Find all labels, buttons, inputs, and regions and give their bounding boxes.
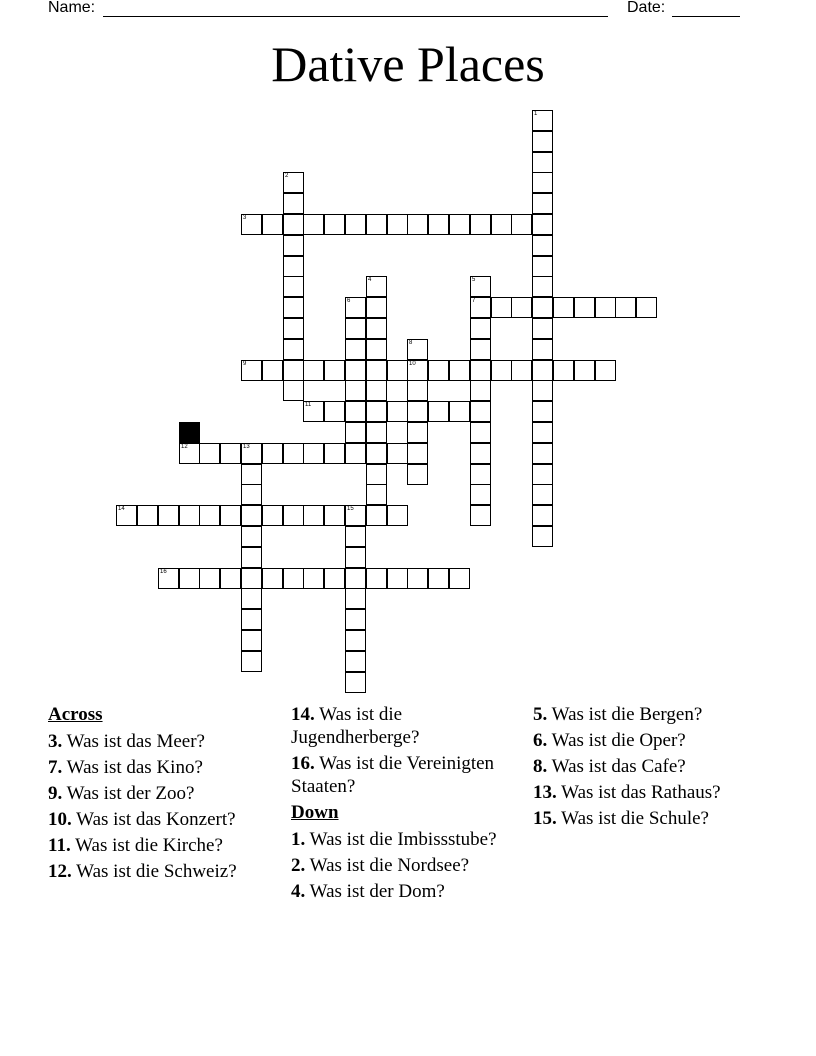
date-label: Date: xyxy=(627,0,666,16)
grid-cell[interactable] xyxy=(366,214,387,235)
grid-cell[interactable] xyxy=(283,505,304,526)
clue-down-4: 4. Was ist der Dom? xyxy=(291,881,445,902)
clue-number: 9 xyxy=(243,361,247,367)
grid-cell[interactable] xyxy=(449,360,470,381)
grid-cell[interactable] xyxy=(345,609,366,630)
grid-cell[interactable] xyxy=(532,422,553,443)
grid-cell[interactable] xyxy=(241,588,262,609)
grid-cell[interactable] xyxy=(324,505,345,526)
grid-cell[interactable] xyxy=(553,360,574,381)
grid-cell[interactable] xyxy=(283,443,304,464)
clue-number: 12 xyxy=(181,444,188,450)
grid-cell[interactable] xyxy=(532,401,553,422)
grid-cell[interactable] xyxy=(407,360,428,381)
grid-cell[interactable] xyxy=(428,401,449,422)
grid-cell[interactable] xyxy=(241,214,262,235)
grid-cell[interactable] xyxy=(345,339,366,360)
grid-cell[interactable] xyxy=(636,297,657,318)
grid-cell[interactable] xyxy=(283,256,304,277)
down-heading: Down xyxy=(291,802,339,823)
grid-cell[interactable] xyxy=(574,360,595,381)
clue-number: 2 xyxy=(285,173,289,179)
grid-cell[interactable] xyxy=(470,443,491,464)
grid-cell[interactable] xyxy=(262,568,283,589)
grid-cell[interactable] xyxy=(407,380,428,401)
clue-across-12: 12. Was ist die Schweiz? xyxy=(48,861,237,882)
grid-cell[interactable] xyxy=(366,318,387,339)
clue-down-1: 1. Was ist die Imbissstube? xyxy=(291,829,497,850)
grid-cell[interactable] xyxy=(303,360,324,381)
grid-cell[interactable] xyxy=(407,401,428,422)
grid-cell[interactable] xyxy=(262,214,283,235)
grid-cell[interactable] xyxy=(595,360,616,381)
grid-cell[interactable] xyxy=(345,318,366,339)
grid-cell[interactable] xyxy=(387,443,408,464)
grid-cell[interactable] xyxy=(345,214,366,235)
grid-cell[interactable] xyxy=(137,505,158,526)
grid-cell[interactable] xyxy=(511,360,532,381)
clue-number: 5 xyxy=(472,277,476,283)
grid-cell[interactable] xyxy=(407,422,428,443)
grid-cell[interactable] xyxy=(553,297,574,318)
grid-cell[interactable] xyxy=(345,443,366,464)
grid-cell[interactable] xyxy=(241,630,262,651)
clue-column-2 xyxy=(291,703,506,906)
grid-cell[interactable] xyxy=(491,360,512,381)
grid-cell[interactable] xyxy=(241,568,262,589)
clue-number: 4 xyxy=(368,277,372,283)
grid-cell[interactable] xyxy=(407,568,428,589)
clue-across-14: 14. Was ist die Jugendherberge? xyxy=(291,704,420,748)
grid-cell[interactable] xyxy=(470,339,491,360)
grid-cell[interactable] xyxy=(220,443,241,464)
grid-cell[interactable] xyxy=(241,651,262,672)
grid-cell[interactable] xyxy=(470,505,491,526)
grid-cell[interactable] xyxy=(470,276,491,297)
grid-cell[interactable] xyxy=(345,672,366,693)
grid-cell[interactable] xyxy=(283,172,304,193)
grid-cell[interactable] xyxy=(491,214,512,235)
grid-cell[interactable] xyxy=(324,568,345,589)
grid-cell[interactable] xyxy=(345,380,366,401)
grid-cell[interactable] xyxy=(387,505,408,526)
grid-cell[interactable] xyxy=(241,609,262,630)
clue-across-7: 7. Was ist das Kino? xyxy=(48,757,203,778)
clue-down-6: 6. Was ist die Oper? xyxy=(533,730,686,751)
grid-cell[interactable] xyxy=(532,360,553,381)
grid-cell[interactable] xyxy=(428,214,449,235)
page-title: Dative Places xyxy=(271,36,545,92)
grid-cell[interactable] xyxy=(262,360,283,381)
grid-cell[interactable] xyxy=(199,443,220,464)
clue-number: 14 xyxy=(118,506,125,512)
grid-cell[interactable] xyxy=(615,297,636,318)
grid-cell[interactable] xyxy=(366,380,387,401)
grid-cell[interactable] xyxy=(387,401,408,422)
grid-cell[interactable] xyxy=(449,214,470,235)
grid-cell[interactable] xyxy=(366,505,387,526)
clue-number: 11 xyxy=(305,402,312,408)
grid-cell[interactable] xyxy=(428,360,449,381)
grid-cell[interactable] xyxy=(324,401,345,422)
grid-cell[interactable] xyxy=(116,505,137,526)
grid-cell[interactable] xyxy=(283,193,304,214)
grid-cell[interactable] xyxy=(241,360,262,381)
grid-cell[interactable] xyxy=(595,297,616,318)
grid-cell[interactable] xyxy=(303,505,324,526)
grid-cell[interactable] xyxy=(158,505,179,526)
clue-down-13: 13. Was ist das Rathaus? xyxy=(533,782,721,803)
clue-across-9: 9. Was ist der Zoo? xyxy=(48,783,195,804)
grid-cell[interactable] xyxy=(532,339,553,360)
grid-cell[interactable] xyxy=(345,360,366,381)
grid-cell[interactable] xyxy=(470,464,491,485)
grid-cell[interactable] xyxy=(428,568,449,589)
grid-cell[interactable] xyxy=(511,214,532,235)
name-label: Name: xyxy=(48,0,96,16)
clue-down-15: 15. Was ist die Schule? xyxy=(533,808,709,829)
grid-cell[interactable] xyxy=(158,568,179,589)
grid-cell[interactable] xyxy=(387,360,408,381)
grid-cell[interactable] xyxy=(511,297,532,318)
clue-number: 16 xyxy=(160,569,167,575)
grid-cell[interactable] xyxy=(532,526,553,547)
grid-cell[interactable] xyxy=(532,484,553,505)
grid-cell[interactable] xyxy=(532,131,553,152)
grid-cell[interactable] xyxy=(179,568,200,589)
grid-cell[interactable] xyxy=(262,443,283,464)
grid-cell[interactable] xyxy=(470,401,491,422)
clue-number: 7 xyxy=(472,298,476,304)
clue-number: 8 xyxy=(409,340,413,346)
grid-cell[interactable] xyxy=(491,297,512,318)
grid-cell[interactable] xyxy=(470,360,491,381)
grid-cell[interactable] xyxy=(366,443,387,464)
grid-cell[interactable] xyxy=(220,505,241,526)
grid-cell[interactable] xyxy=(345,568,366,589)
grid-cell[interactable] xyxy=(532,110,553,131)
grid-cell[interactable] xyxy=(532,256,553,277)
grid-cell[interactable] xyxy=(532,152,553,173)
clue-number: 13 xyxy=(243,444,250,450)
grid-cell[interactable] xyxy=(470,380,491,401)
grid-cell[interactable] xyxy=(532,297,553,318)
grid-cell[interactable] xyxy=(283,235,304,256)
clue-across-16: 16. Was ist die Vereinigten Staaten? xyxy=(291,753,495,797)
grid-cell[interactable] xyxy=(345,547,366,568)
grid-cell[interactable] xyxy=(262,505,283,526)
grid-cell[interactable] xyxy=(199,505,220,526)
grid-cell[interactable] xyxy=(532,193,553,214)
grid-cell[interactable] xyxy=(532,443,553,464)
grid-cell[interactable] xyxy=(241,443,262,464)
grid-cell[interactable] xyxy=(470,214,491,235)
clue-number: 15 xyxy=(347,506,354,512)
grid-cell[interactable] xyxy=(324,443,345,464)
grid-cell[interactable] xyxy=(345,401,366,422)
grid-cell[interactable] xyxy=(241,547,262,568)
clue-down-2: 2. Was ist die Nordsee? xyxy=(291,855,470,876)
grid-cell[interactable] xyxy=(303,568,324,589)
grid-cell[interactable] xyxy=(345,422,366,443)
grid-cell[interactable] xyxy=(324,214,345,235)
grid-cell[interactable] xyxy=(283,568,304,589)
clue-number: 6 xyxy=(347,298,351,304)
grid-cell[interactable] xyxy=(345,297,366,318)
grid-cell[interactable] xyxy=(345,651,366,672)
grid-cell[interactable] xyxy=(532,214,553,235)
clue-number: 10 xyxy=(409,361,416,367)
clue-across-11: 11. Was ist die Kirche? xyxy=(48,835,223,856)
grid-cell[interactable] xyxy=(449,568,470,589)
grid-cell[interactable] xyxy=(303,214,324,235)
grid-cell[interactable] xyxy=(532,172,553,193)
grid-cell[interactable] xyxy=(532,505,553,526)
grid-cell[interactable] xyxy=(366,276,387,297)
grid-cell[interactable] xyxy=(532,464,553,485)
grid-cell[interactable] xyxy=(241,505,262,526)
grid-cell[interactable] xyxy=(345,630,366,651)
grid-cell[interactable] xyxy=(470,297,491,318)
grid-cell[interactable] xyxy=(241,464,262,485)
clue-across-10: 10. Was ist das Konzert? xyxy=(48,809,236,830)
grid-cell[interactable] xyxy=(470,484,491,505)
clue-column-3 xyxy=(533,703,748,833)
grid-cell[interactable] xyxy=(283,339,304,360)
clue-number: 3 xyxy=(243,215,247,221)
grid-cell[interactable] xyxy=(574,297,595,318)
grid-cell[interactable] xyxy=(345,526,366,547)
grid-cell[interactable] xyxy=(407,339,428,360)
grid-cell[interactable] xyxy=(324,360,345,381)
grid-cell[interactable] xyxy=(532,276,553,297)
grid-cell[interactable] xyxy=(407,214,428,235)
grid-cell[interactable] xyxy=(387,214,408,235)
grid-cell[interactable] xyxy=(241,526,262,547)
grid-cell[interactable] xyxy=(407,464,428,485)
grid-cell[interactable] xyxy=(283,297,304,318)
grid-cell[interactable] xyxy=(366,360,387,381)
clue-across-3: 3. Was ist das Meer? xyxy=(48,731,205,752)
grid-cell[interactable] xyxy=(283,214,304,235)
grid-cell[interactable] xyxy=(532,235,553,256)
clue-column-1 xyxy=(48,703,258,886)
grid-cell[interactable] xyxy=(366,339,387,360)
grid-cell[interactable] xyxy=(345,588,366,609)
grid-cell[interactable] xyxy=(366,297,387,318)
grid-cell[interactable] xyxy=(345,505,366,526)
clue-down-5: 5. Was ist die Bergen? xyxy=(533,704,703,725)
grid-block-cell xyxy=(179,422,200,443)
grid-cell[interactable] xyxy=(241,484,262,505)
across-heading: Across xyxy=(48,704,103,725)
grid-cell[interactable] xyxy=(283,360,304,381)
grid-cell[interactable] xyxy=(220,568,241,589)
grid-cell[interactable] xyxy=(407,443,428,464)
grid-cell[interactable] xyxy=(470,318,491,339)
grid-cell[interactable] xyxy=(532,380,553,401)
grid-cell[interactable] xyxy=(366,484,387,505)
grid-cell[interactable] xyxy=(366,422,387,443)
grid-cell[interactable] xyxy=(449,401,470,422)
grid-cell[interactable] xyxy=(179,443,200,464)
grid-cell[interactable] xyxy=(179,505,200,526)
grid-cell[interactable] xyxy=(366,568,387,589)
grid-cell[interactable] xyxy=(470,422,491,443)
grid-cell[interactable] xyxy=(366,401,387,422)
grid-cell[interactable] xyxy=(199,568,220,589)
clue-down-8: 8. Was ist das Cafe? xyxy=(533,756,686,777)
grid-cell[interactable] xyxy=(366,464,387,485)
clue-number: 1 xyxy=(534,111,538,117)
grid-cell[interactable] xyxy=(283,276,304,297)
grid-cell[interactable] xyxy=(283,318,304,339)
grid-cell[interactable] xyxy=(387,568,408,589)
grid-cell[interactable] xyxy=(303,443,324,464)
grid-cell[interactable] xyxy=(283,380,304,401)
grid-cell[interactable] xyxy=(303,401,324,422)
grid-cell[interactable] xyxy=(532,318,553,339)
